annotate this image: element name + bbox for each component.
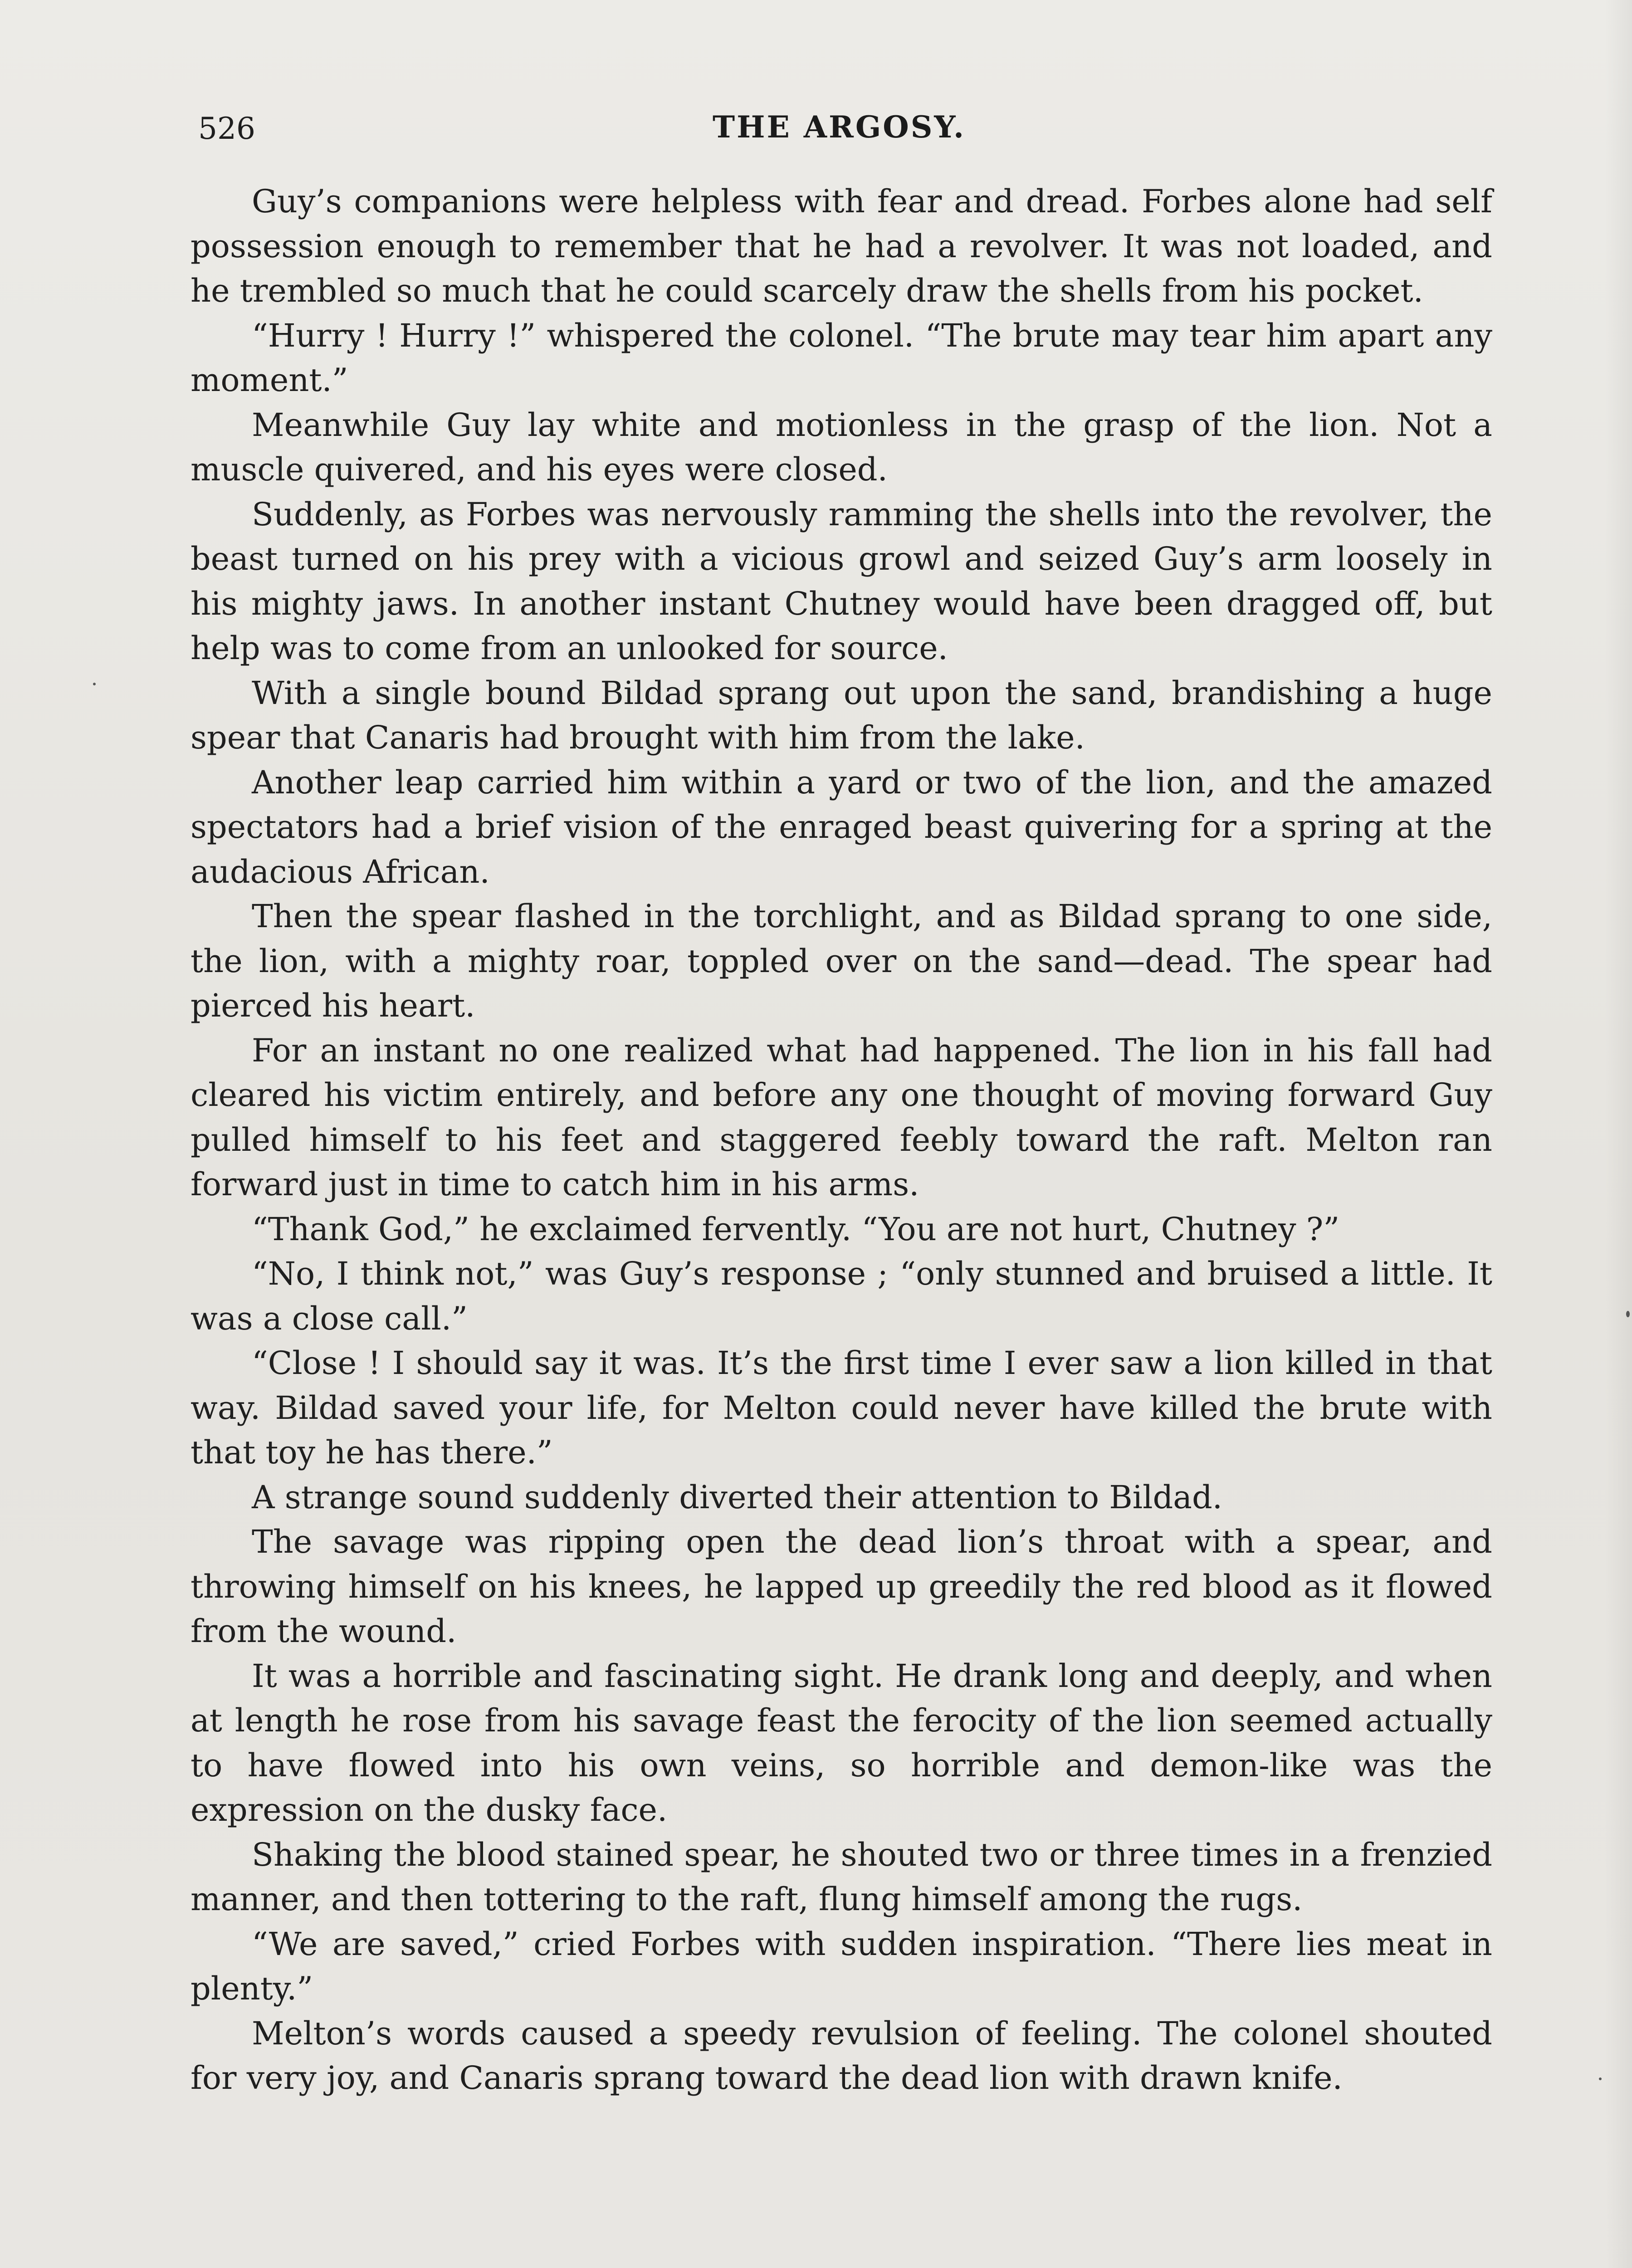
paragraph: For an instant no one realized what had happened. The lion in his fall had cleared his victim entirely, and before any one thought of moving forward Guy pulled himself to his feet and staggered feebly toward the raft. Melton ran forward just in time to catch him in his arms. [191, 1031, 1492, 1203]
article-body [191, 179, 1492, 2101]
page-header [188, 102, 1490, 156]
paragraph: “Hurry ! Hurry !” whispered the colonel. “The brute may tear him apart any moment.” [191, 317, 1492, 399]
paragraph: “We are saved,” cried Forbes with sudden inspiration. “There lies meat in plenty.” [191, 1925, 1492, 2007]
paragraph: Meanwhile Guy lay white and motionless in the grasp of the lion. Not a muscle quivered, and his eyes were closed. [191, 406, 1492, 488]
paragraph: A strange sound suddenly diverted their attention to Bildad. [252, 1478, 1223, 1516]
paragraph: Then the spear flashed in the torchlight, and as Bildad sprang to one side, the lion, with a mighty roar, toppled over on the sand—dead. The spear had pierced his heart. [191, 898, 1492, 1024]
paragraph: The savage was ripping open the dead lion’s throat with a spear, and throwing himself on his knees, he lapped up greedily the red blood as it flowed from the wound. [191, 1523, 1492, 1650]
page-edge-shadow [1605, 0, 1632, 2268]
paragraph: Suddenly, as Forbes was nervously ramming the shells into the revolver, the beast turned on his prey with a vicious growl and seized Guy’s arm loosely in his mighty jaws. In another instant Chutney would have been dragged off, but help was to come from an unlooked for source. [191, 495, 1492, 667]
page-number: 526 [198, 111, 255, 146]
paragraph: Melton’s words caused a speedy revulsion of feeling. The colonel shouted for very joy, and Canaris sprang toward the dead lion with drawn knife. [191, 2014, 1492, 2097]
paragraph: Another leap carried him within a yard or two of the lion, and the amazed spectators had a brief vision of the enraged beast quivering for a spring at the audacious African. [191, 763, 1492, 890]
paragraph: Shaking the blood stained spear, he shouted two or three times in a frenzied manner, and then tottering to the raft, flung himself among the rugs. [191, 1836, 1492, 1918]
print-speck [1626, 1311, 1630, 1317]
print-speck [1599, 2077, 1602, 2080]
running-head: THE ARGOSY. [713, 109, 966, 145]
paragraph: Guy’s companions were helpless with fear and dread. Forbes alone had self possession enough to remember that he had a revolver. It was not loaded, and he trembled so much that he could scarcely draw the shells from his pocket. [191, 183, 1492, 309]
print-speck [93, 683, 96, 685]
paragraph: “No, I think not,” was Guy’s response ; “only stunned and bruised a little. It was a close call.” [191, 1255, 1492, 1337]
paragraph: It was a horrible and fascinating sight. He drank long and deeply, and when at length he rose from his savage feast the ferocity of the lion seemed actually to have flowed into his own veins, so horrible and demon-like was the expression on the dusky face. [191, 1657, 1492, 1828]
paragraph: “Thank God,” he exclaimed fervently. “You are not hurt, Chutney ?” [252, 1210, 1340, 1248]
paragraph: “Close ! I should say it was. It’s the first time I ever saw a lion killed in that way. Bildad saved your life, for Melton could never have killed the brute with that toy he has there.” [191, 1344, 1492, 1471]
paragraph: With a single bound Bildad sprang out upon the sand, brandishing a huge spear that Canaris had brought with him from the lake. [191, 674, 1492, 756]
